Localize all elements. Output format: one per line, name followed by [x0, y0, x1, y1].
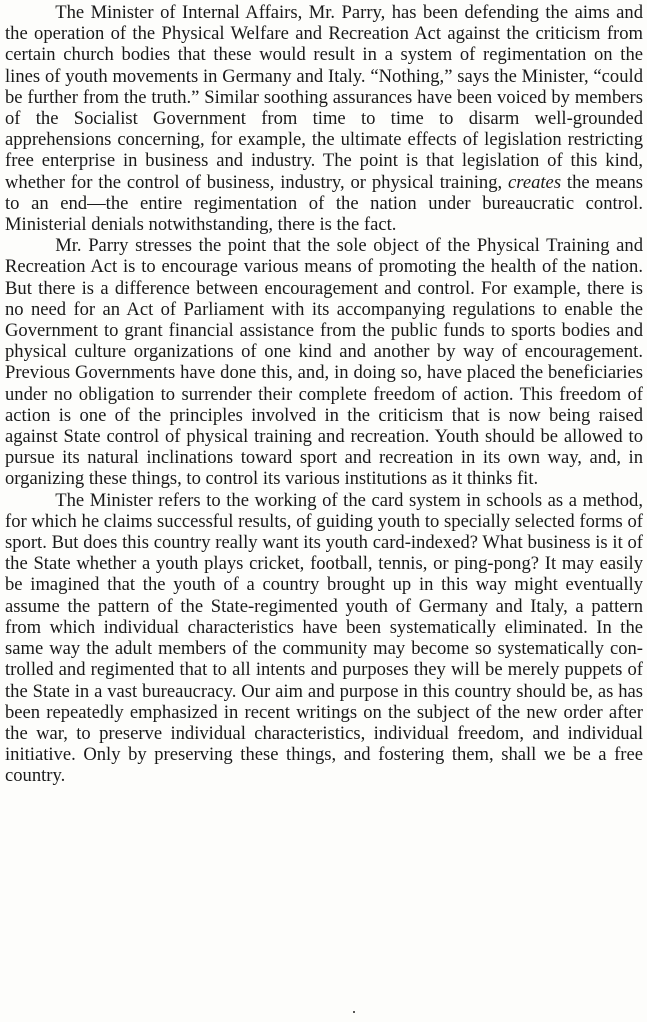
print-speck [353, 1011, 355, 1013]
paragraph-encouragement-vs-control: Mr. Parry stresses the point that the sole object of the Physical Training and Recreation Act is to encourage various means of promoting the health of the nation. But there is a difference between encouragement and control. For example, there is no need for an Act of Parliament with its accompanying regulations to enable the Government to grant financial assistance from the public funds to sports bodies and physical culture organizations of one kind and another by way of encouragement. Previous Governments have done this, and, in doing so, have placed the beneficiaries under no obligation to surrender their complete freedom of action. This freedom of action is one of the principles involved in the criticism that is now being raised against State control of physical training and recreation. Youth should be allowed to pursue its natural inclinations toward sport and recreation in its own way, and, in organizing these things, to control its various institutions as it thinks fit. [5, 235, 643, 490]
emphasis-word: creates [508, 171, 562, 193]
paragraph-card-system: The Minister refers to the working of the card system in schools as a method, for which he claims successful results, of guiding youth to specially selected forms of sport. But does this country really want its youth card-indexed? What business is it of the State whether a youth plays cricket, football, tennis, or ping-pong? It may easily be imagined that the youth of a country brought up in this way might eventually assume the pattern of the State-regimented youth of Germany and Italy, a pattern from which individual characteristics have been systematically eliminated. In the same way the adult members of the community may become so systematically controlled and regimented that to all intents and purposes they will be merely puppets of the State in a vast bureaucracy. Our aim and purpose in this country should be, as has been repeatedly emphasized in recent writings on the subject of the new order after the war, to preserve individual characteristics, individual freedom, and individual initiative. Only by preserving these things, and fostering them, shall we be a free country. [5, 489, 643, 787]
paragraph-text: the means to an end—the entire regimentation of the nation under bureaucratic control. Ministerial denials notwithstanding, there is the fact. [5, 171, 644, 236]
paragraph-text: The Minister of Internal Affairs, Mr. Parry, has been defending the aims and the operation of the Physical Welfare and Recreation Act against the criticism from certain church bodies that these would result in a system of regimentation on the lines of youth movements in Germany and Italy. “Nothing,” says the Minister, “could be further from the truth.” Similar soothing assurances have been voiced by members of the Socialist Government from time to time to disarm well-grounded apprehensions concerning, for example, the ultimate effects of legislation restricting free enterprise in business and industry. The point is that legislation of this kind, whether for the control of business, industry, or physical training, [5, 2, 643, 193]
article-body [5, 2, 643, 787]
paragraph-minister-defence [5, 2, 643, 235]
